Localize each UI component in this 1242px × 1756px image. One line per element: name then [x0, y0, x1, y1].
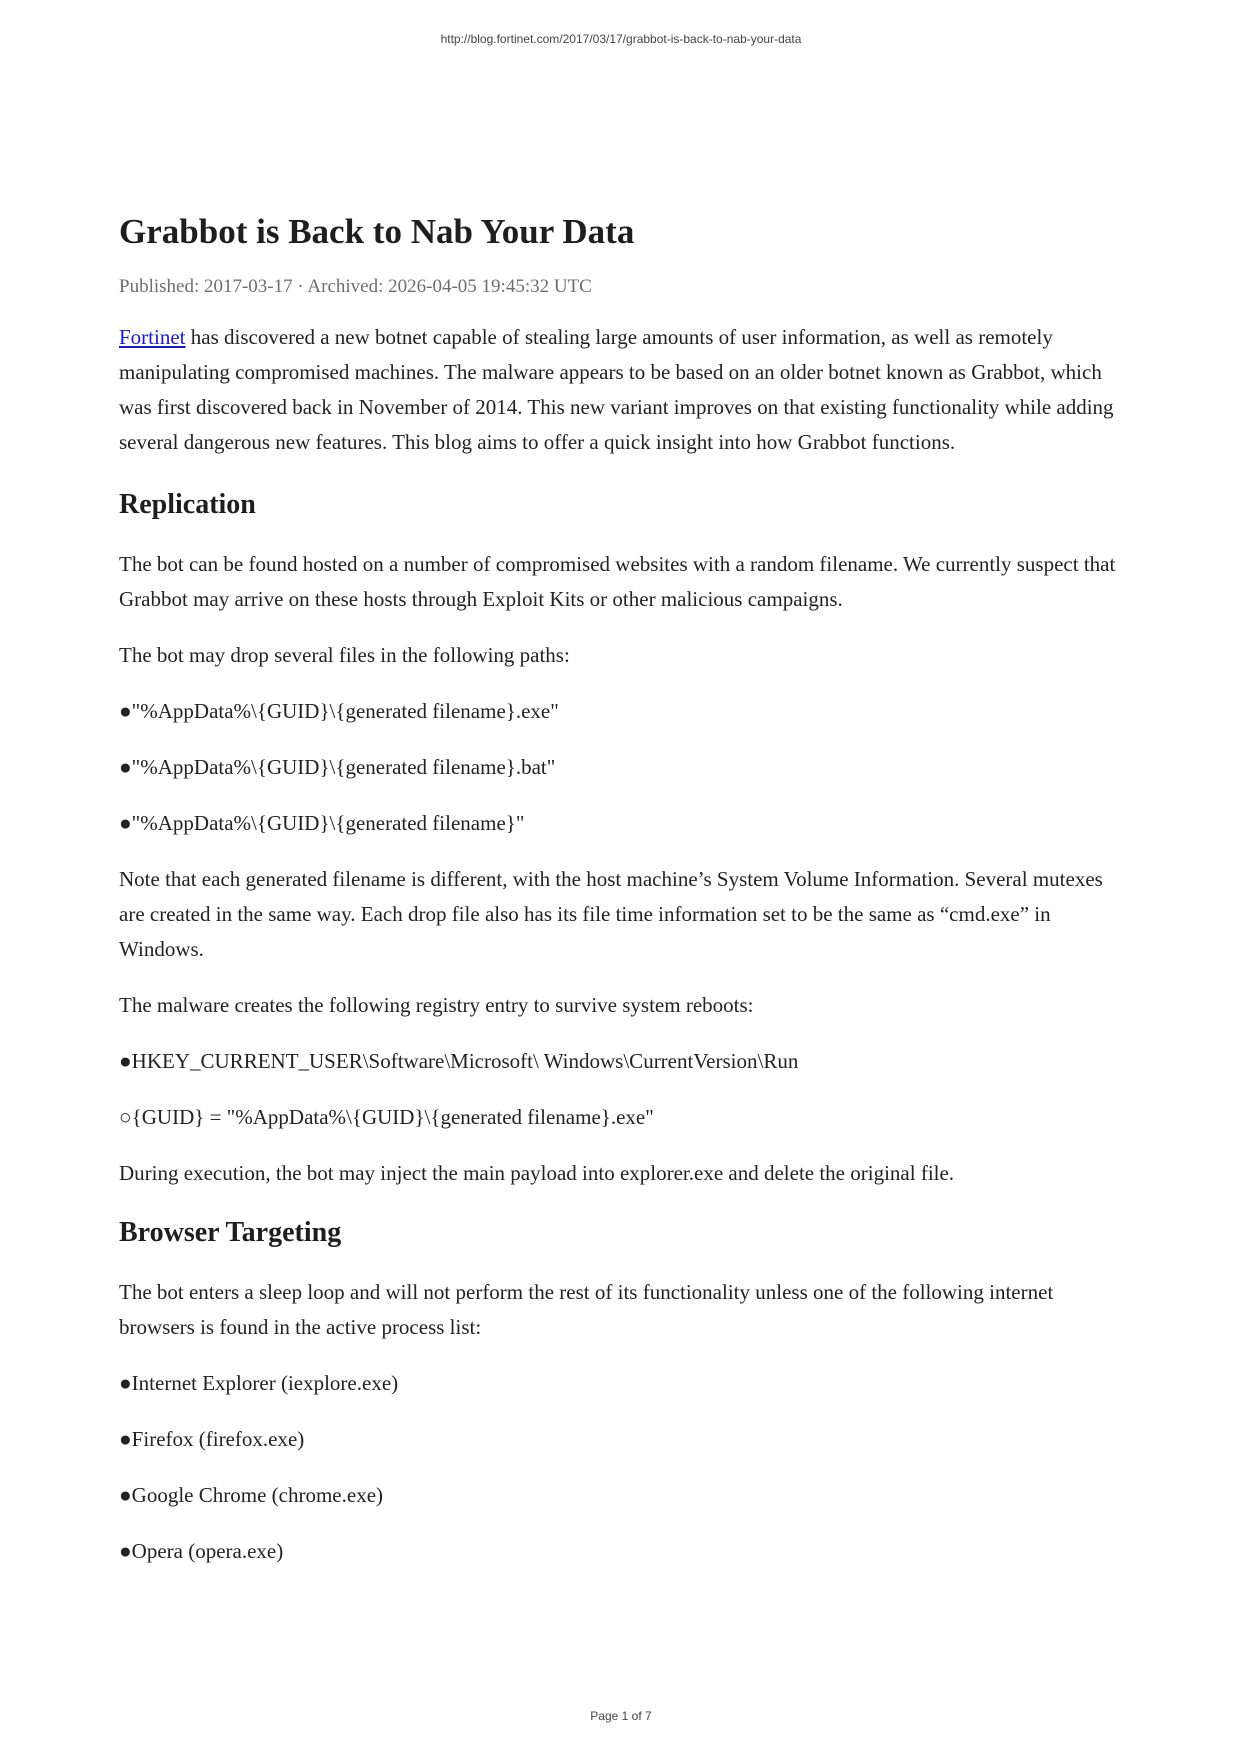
article-meta: Published: 2017-03-17 · Archived: 2026-04-05 19:45:32 UTC: [119, 276, 592, 297]
browser-item: ●Opera (opera.exe): [119, 1539, 284, 1563]
section-heading-browser-targeting: Browser Targeting: [119, 1217, 342, 1248]
section-heading-replication: Replication: [119, 489, 256, 520]
article: [119, 210, 1125, 1569]
article-title: Grabbot is Back to Nab Your Data: [119, 212, 635, 251]
replication-paragraph-2: The bot may drop several files in the following paths:: [119, 643, 570, 667]
browser-item: ●Google Chrome (chrome.exe): [119, 1483, 384, 1507]
registry-key-item: ●HKEY_CURRENT_USER\Software\Microsoft\ Windows\CurrentVersion\Run: [119, 1049, 799, 1073]
replication-paragraph-4: The malware creates the following registry entry to survive system reboots:: [119, 993, 754, 1017]
replication-paragraph-1: The bot can be found hosted on a number of compromised websites with a random filename. We currently suspect that Grabbot may arrive on these hosts through Exploit Kits or other malicious campaigns.: [119, 552, 1116, 611]
browser-targeting-paragraph: The bot enters a sleep loop and will not perform the rest of its functionality unless one of the following internet browsers is found in the active process list:: [119, 1280, 1054, 1339]
page-url: http://blog.fortinet.com/2017/03/17/grabbot-is-back-to-nab-your-data: [440, 32, 802, 46]
drop-path-item: ●"%AppData%\{GUID}\{generated filename}.bat": [119, 755, 556, 779]
registry-value-item: ○{GUID} = "%AppData%\{GUID}\{generated filename}.exe": [119, 1105, 654, 1129]
replication-paragraph-5: During execution, the bot may inject the main payload into explorer.exe and delete the original file.: [119, 1161, 955, 1185]
intro-paragraph: [119, 320, 1125, 460]
intro-text: has discovered a new botnet capable of stealing large amounts of user information, as well as remotely manipulating compromised machines. The malware appears to be based on an older botnet known as Grabbot, which was first discovered back in November of 2014. This new variant improves on that existing functionality while adding several dangerous new features. This blog aims to offer a quick insight into how Grabbot functions.: [119, 325, 1114, 454]
replication-paragraph-3: Note that each generated filename is different, with the host machine’s System Volume Information. Several mutexes are created in the same way. Each drop file also has its file time information set to be the same as “cmd.exe” in Windows.: [119, 867, 1103, 961]
fortinet-link[interactable]: Fortinet: [119, 325, 186, 349]
browser-item: ●Firefox (firefox.exe): [119, 1427, 305, 1451]
drop-path-item: ●"%AppData%\{GUID}\{generated filename}.exe": [119, 699, 559, 723]
browser-item: ●Internet Explorer (iexplore.exe): [119, 1371, 399, 1395]
page-number: Page 1 of 7: [590, 1709, 652, 1723]
drop-path-item: ●"%AppData%\{GUID}\{generated filename}": [119, 811, 525, 835]
